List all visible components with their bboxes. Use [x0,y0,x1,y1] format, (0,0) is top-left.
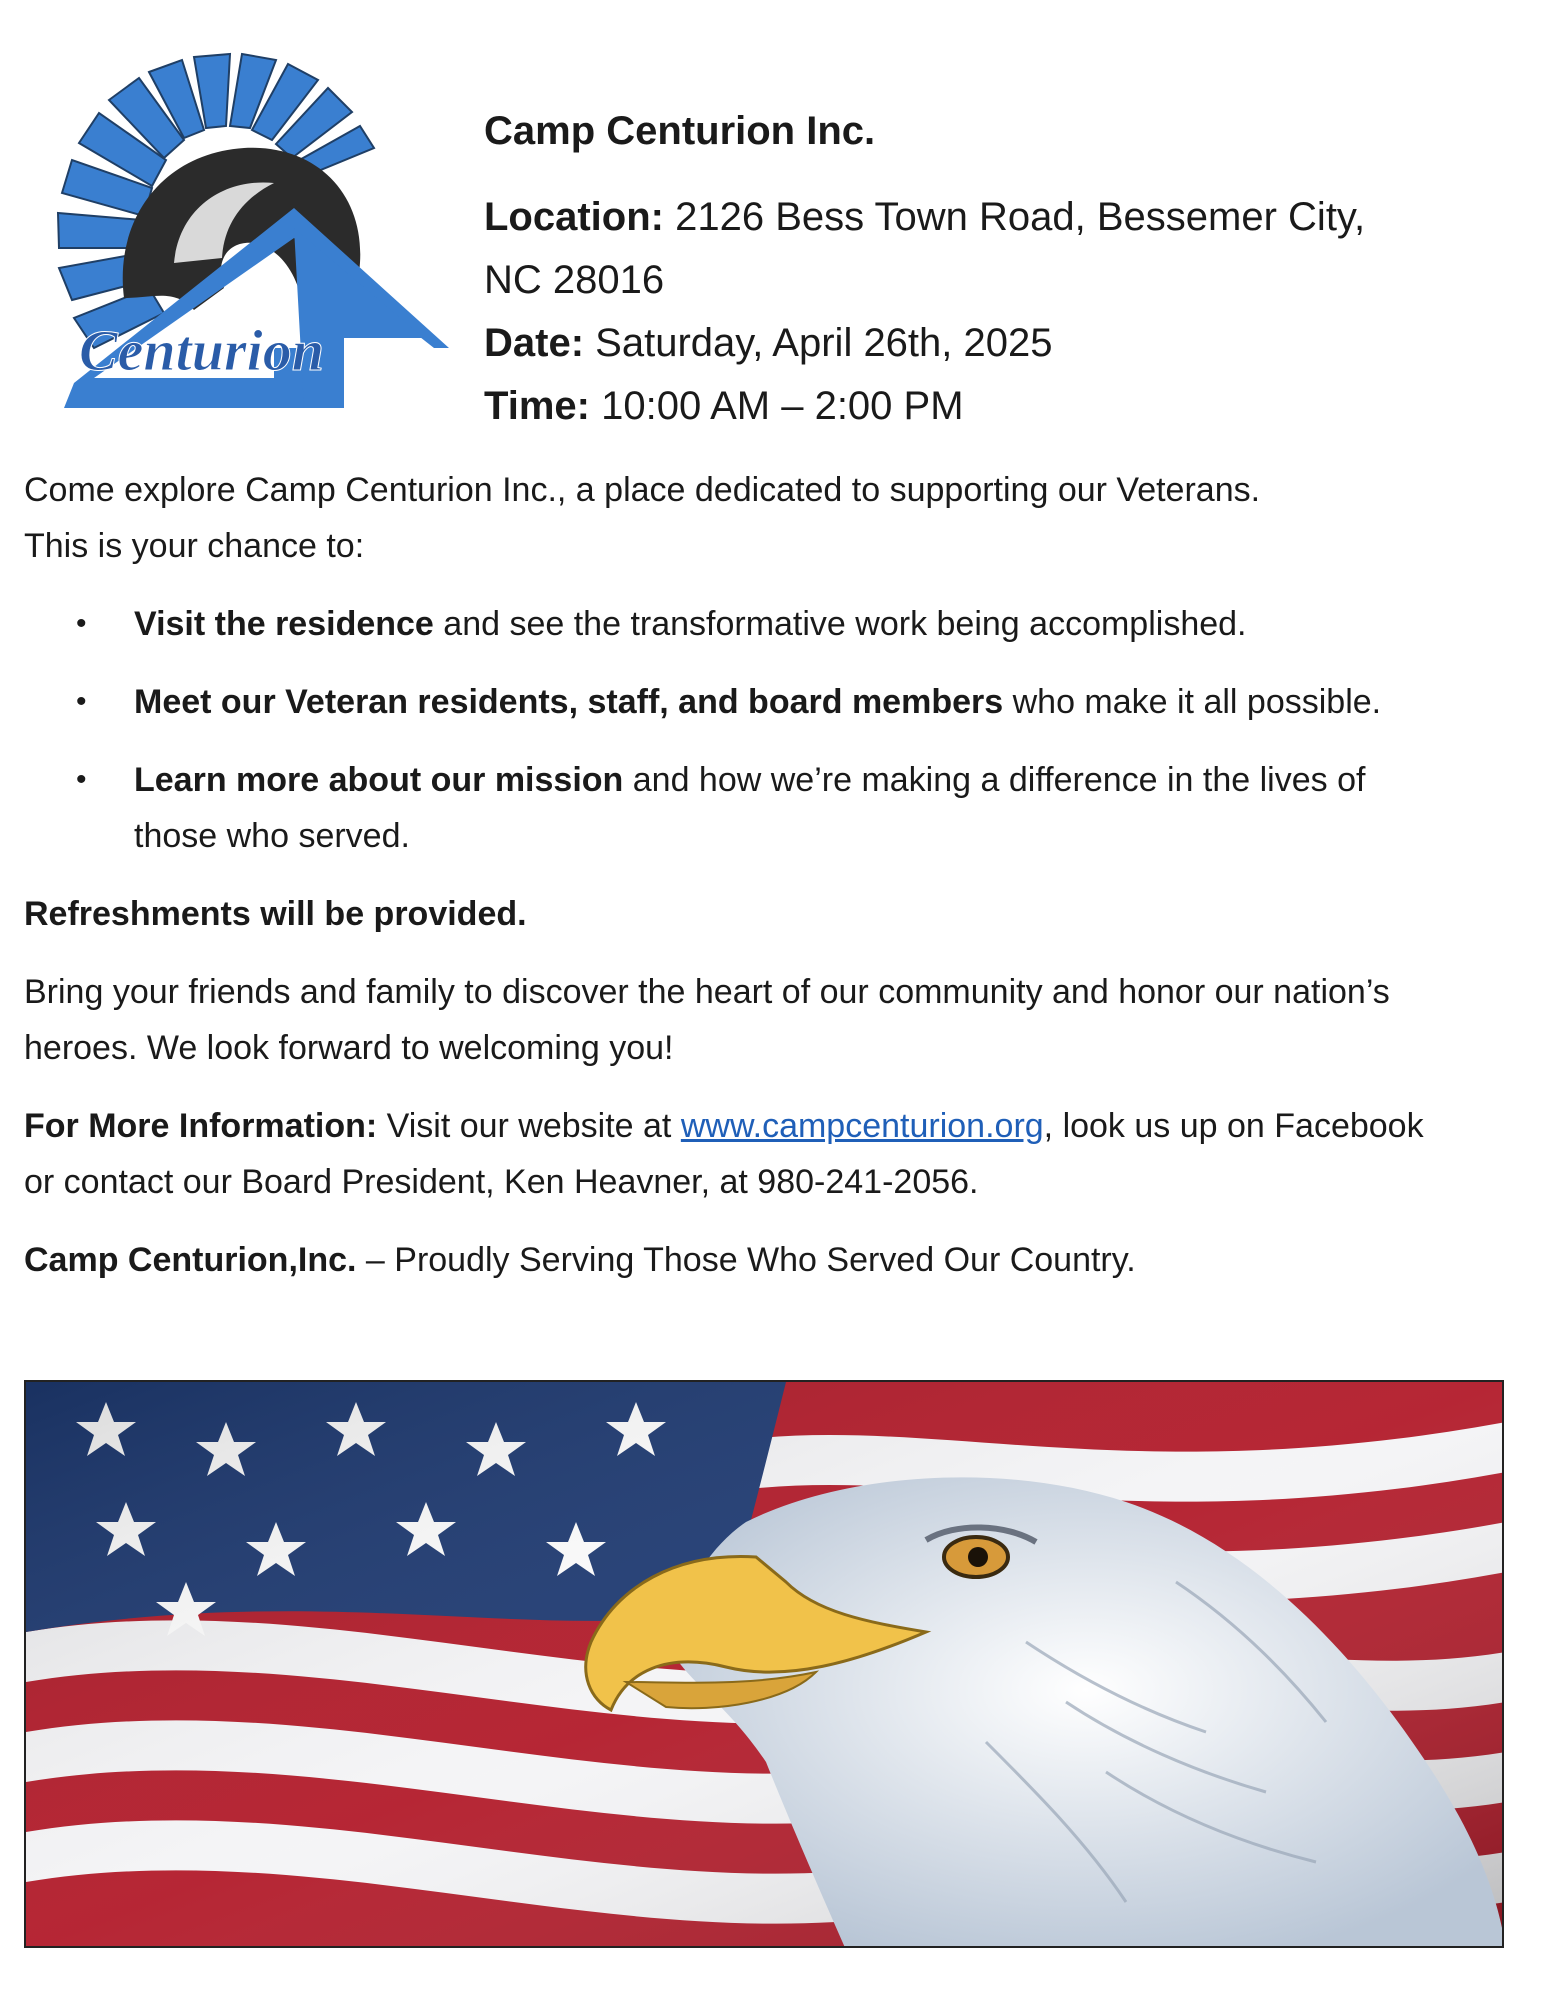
flag-eagle-icon [26,1382,1504,1948]
time-line [484,375,1484,438]
more-info-text: Visit our website at [377,1107,681,1145]
time-label: Time: [484,384,590,428]
location-value: 2126 Bess Town Road, Bessemer City, [675,195,1366,239]
event-header [484,100,1484,438]
flyer-body [24,462,1484,1288]
date-label: Date: [484,321,585,365]
bullet-text: and see the transformative work being accomplished. [433,605,1247,643]
spartan-helmet-house-icon [54,48,454,420]
list-item [134,596,1484,652]
date-value: Saturday, April 26th, 2025 [595,321,1053,365]
org-name: Camp Centurion Inc. [484,109,876,153]
tagline [24,1232,1484,1288]
more-info-label: For More Information: [24,1107,378,1145]
logo-wordmark: Centurion [79,318,324,383]
list-item [134,752,1484,864]
list-item [134,674,1484,730]
tagline-text: – Proudly Serving Those Who Served Our Country. [356,1241,1136,1279]
bullet-text: who make it all possible. [1003,683,1382,721]
bullet-text: and how we’re making a difference in the lives of those who served. [134,761,1366,855]
tagline-bold: Camp Centurion,Inc. [24,1241,357,1279]
bullet-bold: Visit the residence [134,605,434,643]
bullet-bold: Meet our Veteran residents, staff, and board members [134,683,1004,721]
location-label: Location: [484,195,664,239]
time-value: 10:00 AM – 2:00 PM [601,384,964,428]
location-line-2: NC 28016 [484,258,665,302]
intro-line-2: This is your chance to: [24,527,365,565]
refreshments-note: Refreshments will be provided. [24,895,527,933]
bullet-list [24,596,1484,864]
more-info-contact: , look us up on Facebook or contact our Board President, Ken Heavner, at 980-241-2056. [24,1107,1424,1201]
intro-paragraph [24,462,1484,574]
date-line [484,312,1484,375]
website-link[interactable]: www.campcenturion.org [680,1107,1044,1145]
intro-line-1: Come explore Camp Centurion Inc., a place dedicated to supporting our Veterans. [24,471,1261,509]
bullet-bold: Learn more about our mission [134,761,624,799]
centurion-logo [54,48,454,420]
more-info-paragraph [24,1098,1484,1210]
bring-paragraph: Bring your friends and family to discover the heart of our community and honor our nation’s heroes. We look forward to welcoming you! [24,973,1390,1067]
location-line [484,186,1484,249]
flag-eagle-banner [24,1380,1504,1948]
